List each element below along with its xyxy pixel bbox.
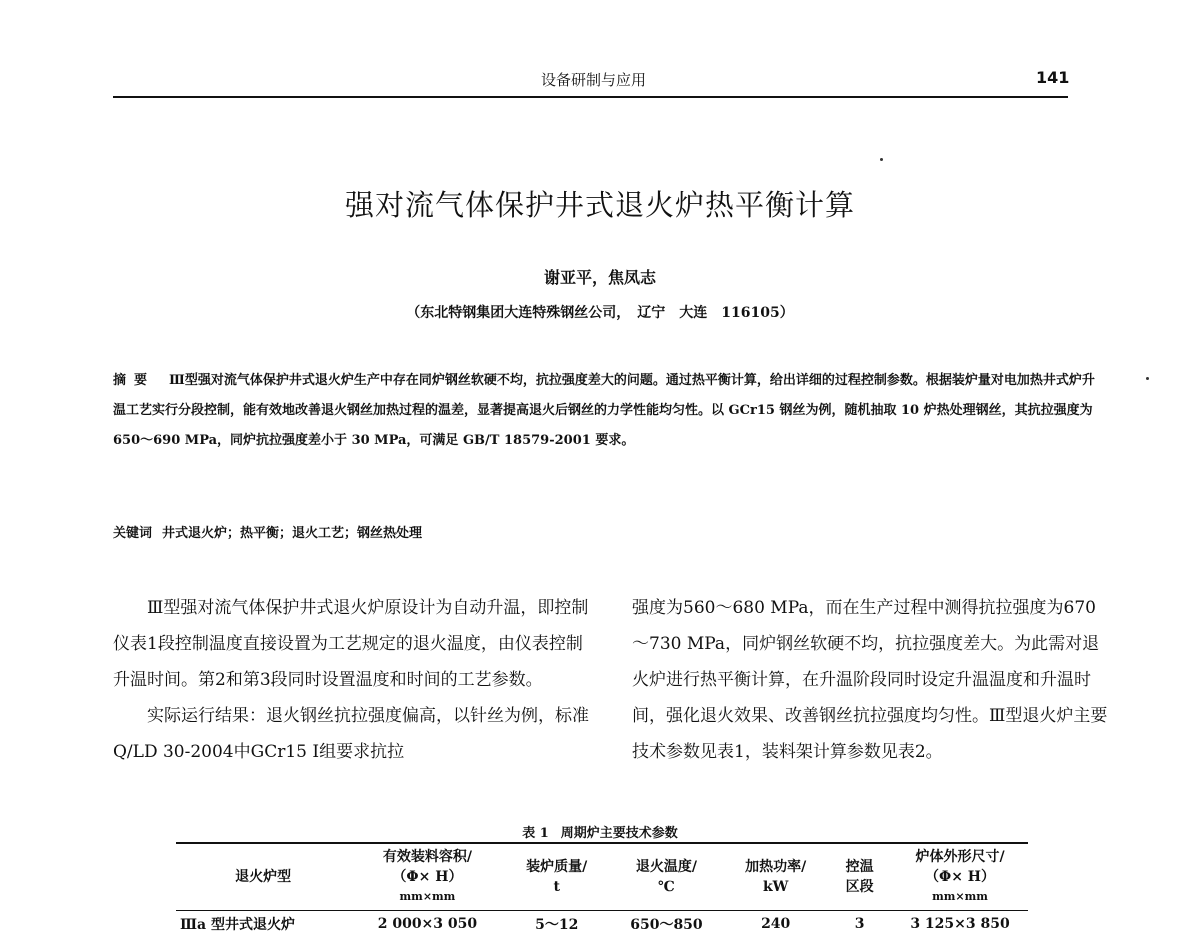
header-rule: [113, 96, 1068, 98]
body-paragraph: 强度为560～680 MPa，而在生产过程中测得抗拉强度为670～730 MPa，同炉钢丝软硬不均，抗拉强度差大。为此需对退火炉进行热平衡计算，在升温阶段同时设定升温温度和升温时间，强化退火效果、改善钢丝抗拉强度均匀性。Ⅲ型退火炉主要技术参数见表1，装料架计算参数见表2。: [632, 598, 1108, 762]
cell-outer-size: 3 125×3 850: [910, 916, 1010, 932]
abstract: [113, 366, 1103, 456]
cell-mass: 5～12: [535, 917, 579, 933]
abstract-text: Ⅲ型强对流气体保护井式退火炉生产中存在同炉钢丝软硬不均，抗拉强度差大的问题。通过热平衡计算，给出详细的过程控制参数。根据装炉量对电加热井式炉升温工艺实行分段控制，能有效地改善退火钢丝加热过程的温差，显著提高退火后钢丝的力学性能均匀性。以 GCr15 钢丝为例，随机抽取 10 炉热处理钢丝，其抗拉强度为 650～690 MPa，同炉抗拉强度差小于 30 MPa，可满足 GB/T 18579-2001 要求。: [113, 373, 1095, 448]
scan-speck: [1146, 377, 1149, 380]
header-volume: 有效装料容积/ （Φ× H） mm×mm: [350, 843, 505, 911]
header-temperature: 退火温度/ ℃: [609, 843, 724, 911]
table-number: 表 1: [522, 826, 549, 841]
keywords-label: 关键词: [113, 526, 153, 541]
cell-volume: 2 000×3 050: [377, 916, 478, 932]
table-header-row: [176, 843, 1028, 911]
header-zones: 控温 区段: [827, 843, 892, 911]
authors: 谢亚平，焦凤志: [543, 268, 656, 287]
body-paragraph: Ⅲ型强对流气体保护井式退火炉原设计为自动升温，即控制仪表1段控制温度直接设置为工艺规定的退火温度，由仪表控制升温时间。第2和第3段同时设置温度和时间的工艺参数。: [113, 598, 589, 690]
header-outer-size: 炉体外形尺寸/ （Φ× H） mm×mm: [892, 843, 1028, 911]
header-mass: 装炉质量/ t: [505, 843, 609, 911]
header-power: 加热功率/ kW: [724, 843, 827, 911]
paper-title: 强对流气体保护井式退火炉热平衡计算: [344, 188, 855, 222]
table-caption: [0, 822, 1200, 841]
keywords: [113, 522, 422, 541]
cell-zones: 3: [854, 916, 865, 932]
body-left-column: [113, 590, 593, 770]
abstract-label: 摘要: [113, 373, 156, 388]
affiliation: （东北特钢集团大连特殊钢丝公司， 辽宁 大连 116105）: [406, 305, 794, 321]
keywords-text: 井式退火炉；热平衡；退火工艺；钢丝热处理: [162, 526, 423, 541]
table-title: 周期炉主要技术参数: [560, 826, 678, 841]
table-row: [176, 911, 1028, 938]
tech-params-table: [176, 842, 1028, 937]
cell-furnace-type: Ⅲa 型井式退火炉: [180, 917, 295, 933]
body-paragraph: 实际运行结果：退火钢丝抗拉强度偏高，以针丝为例，标准Q/LD 30-2004中GCr15 Ⅰ组要求抗拉: [113, 706, 589, 762]
journal-section-title: 设备研制与应用: [541, 71, 647, 89]
cell-temperature: 650～850: [630, 917, 703, 933]
body-right-column: [632, 590, 1110, 770]
scan-speck: [880, 158, 883, 161]
header-furnace-type: 退火炉型: [176, 843, 350, 911]
cell-power: 240: [761, 916, 791, 932]
page-number: 141: [1036, 68, 1070, 87]
